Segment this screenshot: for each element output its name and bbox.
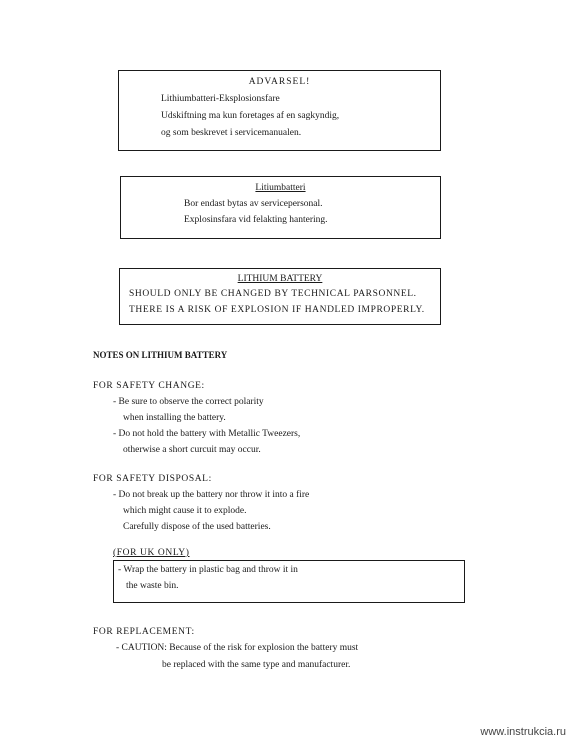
- uk-only-line-2: the waste bin.: [126, 581, 179, 591]
- warning-english-title: LITHIUM BATTERY: [237, 274, 323, 284]
- safety-disposal-line-3: Carefully dispose of the used batteries.: [123, 522, 271, 532]
- safety-disposal-line-1: - Do not break up the battery nor throw it into a fire: [113, 490, 310, 500]
- notes-heading: NOTES ON LITHIUM BATTERY: [93, 350, 228, 360]
- warning-danish-title: ADVARSEL!: [248, 77, 311, 87]
- safety-change-heading: FOR SAFETY CHANGE:: [93, 381, 205, 391]
- warning-english-line-2: THERE IS A RISK OF EXPLOSION IF HANDLED IMPROPERLY.: [129, 305, 425, 315]
- replacement-line-2: be replaced with the same type and manufacturer.: [162, 660, 351, 670]
- uk-only-line-1: - Wrap the battery in plastic bag and throw it in: [118, 565, 298, 575]
- warning-swedish-title: Litiumbatteri: [255, 183, 306, 193]
- replacement-line-1: - CAUTION: Because of the risk for explosion the battery must: [116, 643, 359, 653]
- uk-only-label: (FOR UK ONLY): [113, 548, 190, 558]
- warning-english-line-1: SHOULD ONLY BE CHANGED BY TECHNICAL PARSONNEL.: [129, 289, 417, 299]
- warning-danish-line-3: og som beskrevet i servicemanualen.: [161, 128, 302, 138]
- replacement-heading: FOR REPLACEMENT:: [93, 627, 195, 637]
- warning-danish-line-1: Lithiumbatteri-Eksplosionsfare: [161, 94, 280, 104]
- warning-swedish-line-1: Bor endast bytas av servicepersonal.: [184, 199, 323, 209]
- warning-danish-line-2: Udskiftning ma kun foretages af en sagkyndig,: [161, 111, 340, 121]
- safety-change-line-4: otherwise a short curcuit may occur.: [123, 445, 261, 455]
- safety-change-line-1: - Be sure to observe the correct polarity: [113, 397, 264, 407]
- safety-disposal-line-2: which might cause it to explode.: [123, 506, 247, 516]
- safety-change-line-3: - Do not hold the battery with Metallic Tweezers,: [113, 429, 301, 439]
- watermark-url[interactable]: www.instrukcia.ru: [480, 726, 566, 738]
- safety-change-line-2: when installing the battery.: [123, 413, 226, 423]
- warning-swedish-line-2: Explosinsfara vid felakting hantering.: [184, 215, 328, 225]
- safety-disposal-heading: FOR SAFETY DISPOSAL:: [93, 474, 212, 484]
